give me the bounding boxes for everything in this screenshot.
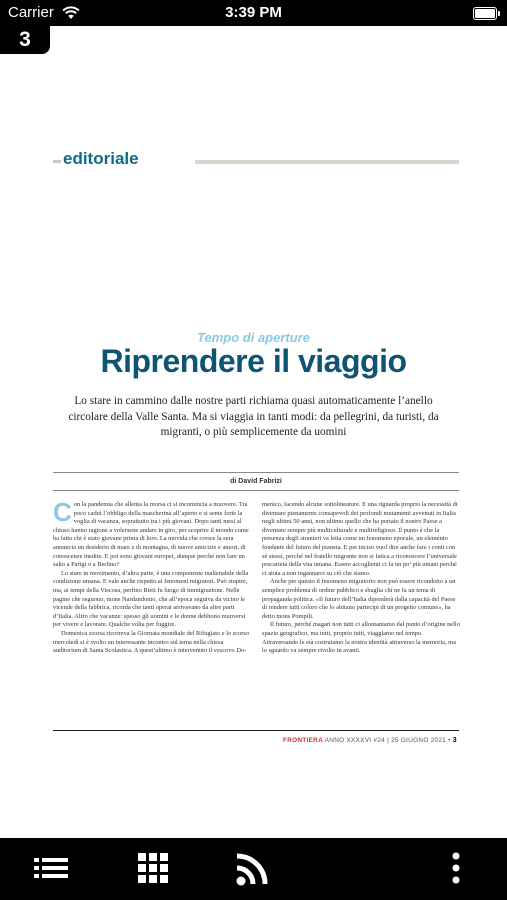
paragraph: Anche per questo il fenomeno migratorio non può essere ricondotto a un semplice problema di ordine pubblico e sbaglia chi ne fa un tema di propaganda politica. «Il futuro dell’Italia dipenderà dalla capacità del Paese di rendere tutti coloro che lo abitano partecipi di un progetto comune», ha detto mons Pompili. [262,578,456,620]
status-bar [0,0,507,26]
more-icon[interactable] [432,846,480,892]
article-column-left [53,497,251,656]
paragraph: menico, facendo alcune sottolineature. E una riguarda proprio la necessità di diventare pienamente consapevoli dei profondi mutamenti avvenuti in Italia negli ultimi 50 anni, non ultimo quello che ha portato il nostro Paese a diventare sempre più multiculturale e multireligioso. Il punto è che la presenza degli stranieri va letta come un fenomeno epocale, un elemento fondante del futuro del pianeta. E per inciso vuol dire anche fare i conti con sé stessi, perché nel fratello migrante non si fatica a riconoscere l’universale precarietà della vita umana. Essere accoglienti ci fa un po’ più umani perché ci aiuta a non ingannarci su ciò che siamo. [262,501,458,577]
article-title: Riprendere il viaggio [100,343,407,379]
section-rule [195,160,459,164]
list-icon[interactable] [27,846,75,892]
paragraph: Domenica scorsa ricorreva la Giornata mondiale del Rifugiato e lo scorso mercoledì si è svolto un interessante incontro sul tema nella chiesa auditorium di Santa Scolastica. A quest’ultimo è intervenuto il vescovo Do- [53,629,250,655]
article-summary: Lo stare in cammino dalle nostre parti richiama quasi automaticamente l’anello circolare della Valle Santa. Ma si viaggia in tanti modi: da pellegrini, da turisti, da migranti, o più semplicemente da uomini [68,395,439,438]
grid-icon[interactable] [129,846,177,892]
paragraph: Lo stare in movimento, d’altra parte, è una componente inalienabile della condizione umana. E vale anche rispetto ai fenomeni migratori. Può stupire, ma, ai tempi della Viscosa, perfino Rieti fu luogo di immigrazione. Nelle pagine che seguono, mons Nardandonio, che all’epoca seguiva da vicino le vicende della fabbrica, ricorda che tanti operai arrivavano da altre parti d’Italia. Altro che vacanze: spesso gli uomini e le donne debbono muoversi per vivere e lavorare. Qualche volta per fuggire. [53,569,249,629]
footer-rule [53,730,459,731]
section-marker [53,160,61,163]
issue-info: ANNO XXXXVI #24 | 25 GIUGNO 2021 • [324,737,451,744]
clock: 3:39 PM [225,4,282,21]
magazine-name: FRONTIERA [283,737,323,744]
page-footer [283,737,457,744]
byline-rule-top [53,472,459,473]
carrier-label: Carrier [8,4,54,21]
footer-page-number: 3 [452,737,457,744]
rss-icon[interactable] [229,846,277,892]
article-kicker: Tempo di aperture [197,330,310,345]
magazine-page[interactable] [0,26,507,838]
bottom-toolbar [0,838,507,900]
paragraph: Con la pandemia che allenta la morsa ci si incomincia a muovere. Tra poco cadrà l’obbligo della mascherina all’aperto e si sente forte la voglia di vacanza, soprattutto tra i più giovani. Dopo tanti mesi al chiuso hanno ragione a volersene andare in giro, per scoprire il mondo come ha fatto chi è stato giovane prima di loro. La movida che cresce la sera annuncia un desiderio di mare e di montagna, di nuove amicizie e amori, di conoscenze inedite. E poi sono giovani europei, dunque perché non fare un salto a Parigi o a Berlino? [53,497,249,569]
section-label: editoriale [63,149,139,168]
byline-rule-bottom [53,490,459,491]
article-column-right [262,501,460,656]
paragraph: Il futuro, perché magari non tutti ci allontaniamo dal punto d’origine nello spazio geografico, ma tutti, proprio tutti, viaggiamo nel tempo. Attraversando le età costruiamo la nostra identità attraverso la memoria, ma lo sguardo va sempre rivolto in avanti. [262,621,460,655]
article-byline: di David Fabrizi [230,478,282,485]
page-number-badge: 3 [0,26,50,54]
drop-cap: C [53,497,72,527]
battery-icon [473,7,497,20]
section-header [53,149,459,175]
